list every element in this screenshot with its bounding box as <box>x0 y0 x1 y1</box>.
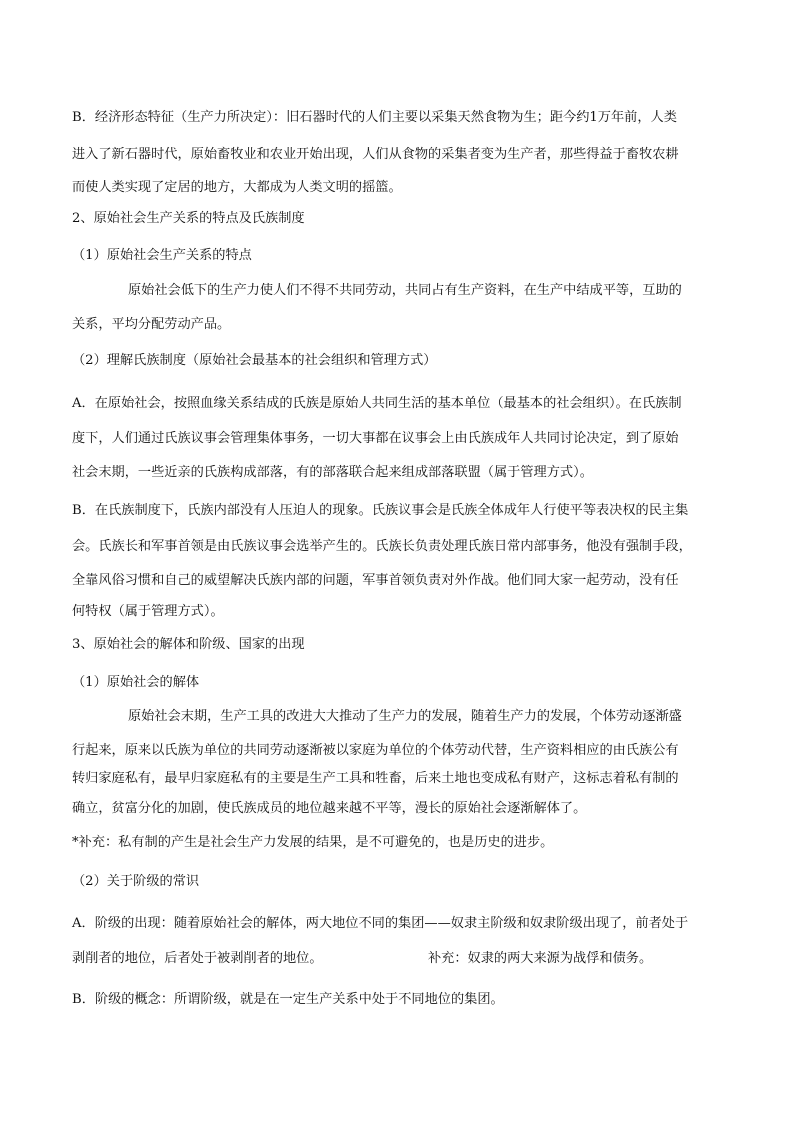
paragraph-b-economic-line-2: 进入了新石器时代，原始畜牧业和农业开始出现，人们从食物的采集者变为生产者，那些得益于畜牧农耕 <box>72 147 679 162</box>
subheading-2-2: （2）理解氏族制度（原始社会最基本的社会组织和管理方式） <box>72 353 437 368</box>
section-heading-2: 2、原始社会生产关系的特点及氏族制度 <box>72 211 305 226</box>
subheading-2-1: （1）原始社会生产关系的特点 <box>72 248 252 263</box>
paragraph-a-clan-line-1: A．在原始社会，按照血缘关系结成的氏族是原始人共同生活的基本单位（最基本的社会组织）。在氏族制 <box>72 396 682 411</box>
paragraph-dissolution-line-4: 确立，贫富分化的加剧，使氏族成员的地位越来越不平等，漫长的原始社会逐渐解体了。 <box>72 801 587 816</box>
paragraph-b-economic-line-1: B．经济形态特征（生产力所决定）：旧石器时代的人们主要以采集天然食物为生；距今约1万年前，人类 <box>72 110 677 125</box>
paragraph-a-class-line-1: A．阶级的出现：随着原始社会的解体，两大地位不同的集团——奴隶主阶级和奴隶阶级出现了，前者处于 <box>72 916 689 931</box>
subheading-3-2: （2）关于阶级的常识 <box>72 874 200 889</box>
paragraph-b-clan-line-4: 何特权（属于管理方式）。 <box>72 604 224 619</box>
paragraph-b-economic-line-3: 而使人类实现了定居的地方，大都成为人类文明的摇篮。 <box>72 180 402 195</box>
paragraph-a-clan-line-2: 度下，人们通过氏族议事会管理集体事务，一切大事都在议事会上由氏族成年人共同讨论决定，到了原始 <box>72 431 679 446</box>
paragraph-b-class-concept: B．阶级的概念：所谓阶级，就是在一定生产关系中处于不同地位的集团。 <box>72 992 504 1007</box>
subheading-3-1: （1）原始社会的解体 <box>72 675 200 690</box>
supplement-private-ownership: *补充：私有制的产生是社会生产力发展的结果，是不可避免的，也是历史的进步。 <box>72 835 554 850</box>
paragraph-production-relations-line-2: 关系，平均分配劳动产品。 <box>72 317 231 332</box>
paragraph-a-clan-line-3: 社会末期，一些近亲的氏族构成部落，有的部落联合起来组成部落联盟（属于管理方式）。 <box>72 465 593 480</box>
paragraph-dissolution-line-3: 转归家庭私有，最早归家庭私有的主要是生产工具和牲畜，后来土地也变成私有财产，这标志着私有制的 <box>72 771 679 786</box>
paragraph-b-clan-line-1: B．在氏族制度下，氏族内部没有人压迫人的现象。氏族议事会是氏族全体成年人行使平等表决权的民主集 <box>72 503 689 518</box>
paragraph-b-clan-line-2: 会。氏族长和军事首领是由氏族议事会选举产生的。氏族长负责处理氏族日常内部事务，他没有强制手段， <box>72 539 692 554</box>
section-heading-3: 3、原始社会的解体和阶级、国家的出现 <box>72 637 305 652</box>
supplement-slave-sources: 补充：奴隶的两大来源为战俘和债务。 <box>428 951 653 966</box>
paragraph-dissolution-line-2: 行起来，原来以氏族为单位的共同劳动逐渐被以家庭为单位的个体劳动代替，生产资料相应的由氏族公有 <box>72 743 679 758</box>
paragraph-b-clan-line-3: 全靠风俗习惯和自己的威望解决氏族内部的问题，军事首领负责对外作战。他们同大家一起劳动，没有任 <box>72 573 679 588</box>
paragraph-production-relations-line-1: 原始社会低下的生产力使人们不得不共同劳动，共同占有生产资料，在生产中结成平等，互助的 <box>128 283 682 298</box>
paragraph-dissolution-line-1: 原始社会末期，生产工具的改进大大推动了生产力的发展，随着生产力的发展，个体劳动逐渐盛 <box>128 709 682 724</box>
paragraph-a-class-line-2: 剥削者的地位，后者处于被剥削者的地位。 <box>72 951 323 966</box>
